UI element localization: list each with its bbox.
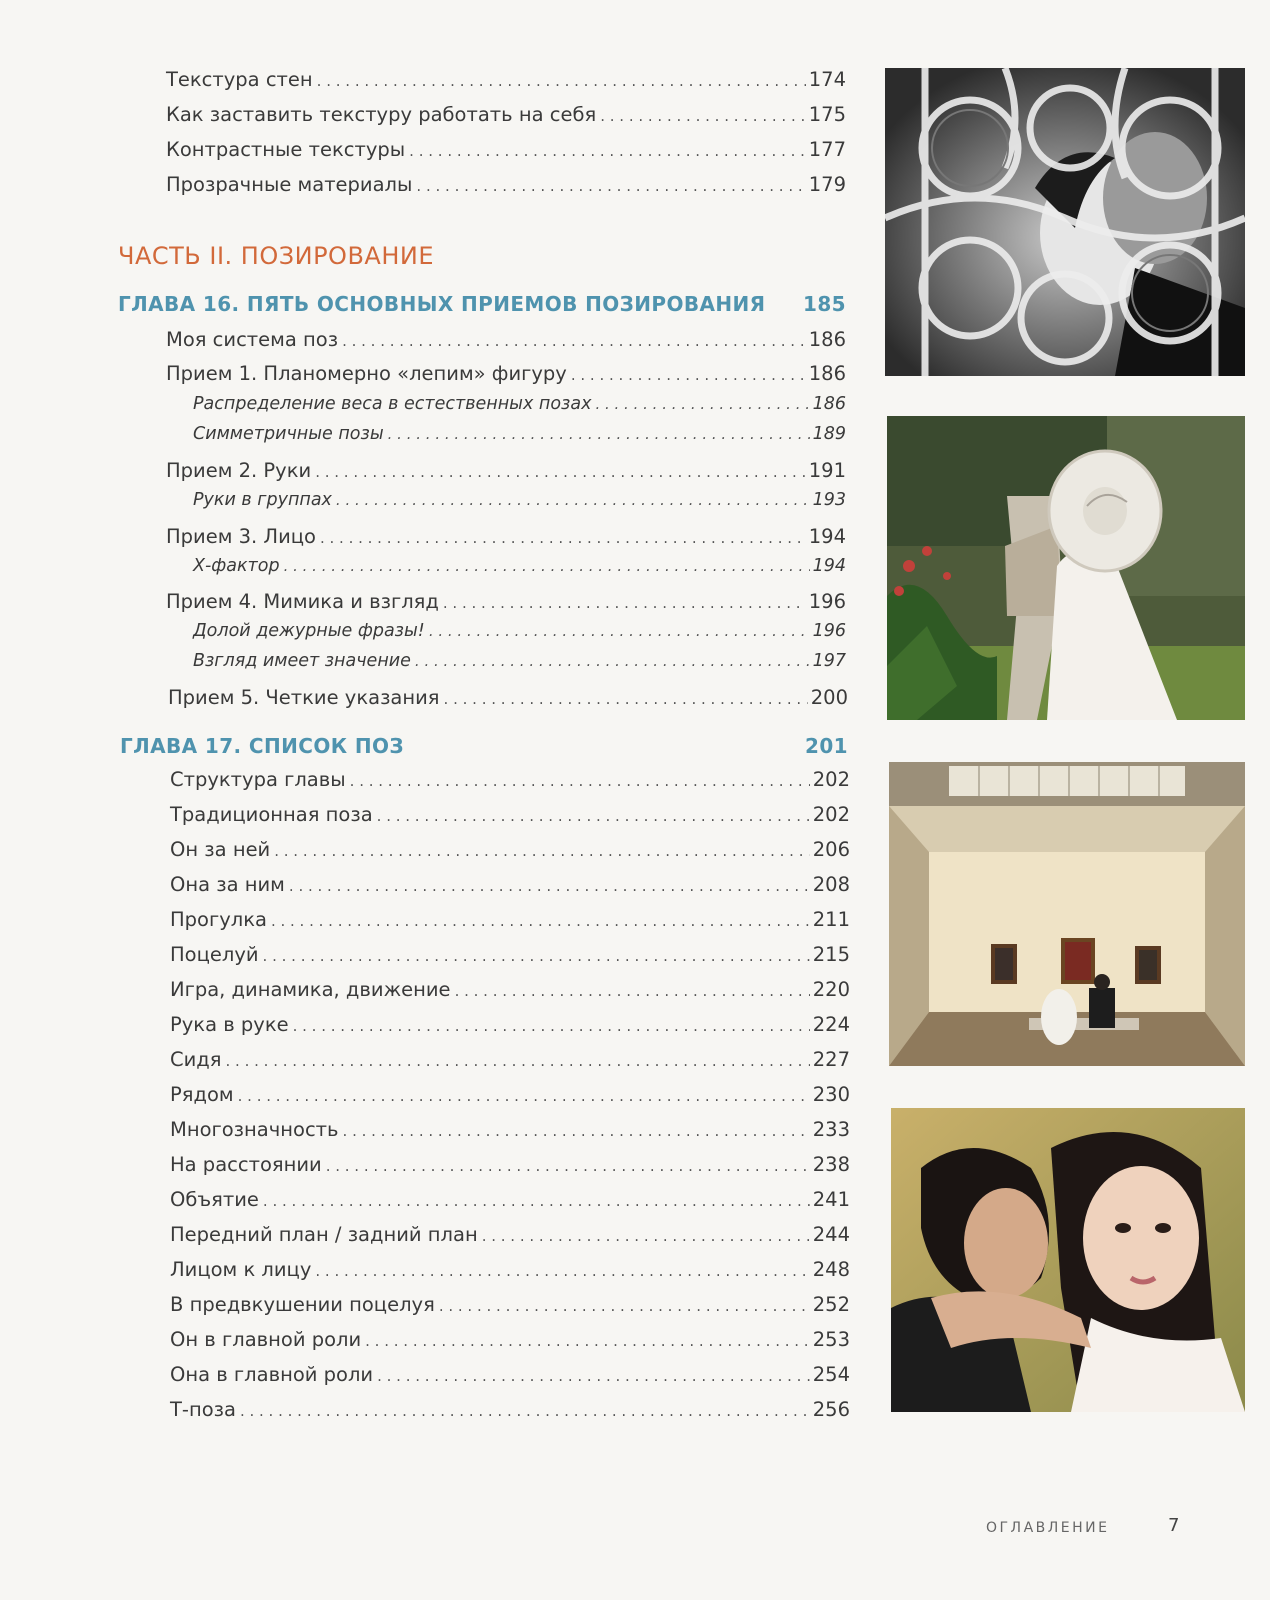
chapter-page: 185 bbox=[803, 292, 846, 316]
toc-entry-page: 254 bbox=[812, 1363, 850, 1386]
photo-couple-sombrero-image bbox=[887, 416, 1245, 720]
leader-dots bbox=[365, 1334, 810, 1349]
toc-entry-page: 200 bbox=[810, 686, 848, 709]
toc-entry-label: Рука в руке bbox=[170, 1013, 289, 1036]
toc-entry-label: Руки в группах bbox=[193, 490, 332, 510]
leader-dots bbox=[377, 809, 810, 824]
leader-dots bbox=[263, 949, 810, 964]
toc-entry-label: Он в главной роли bbox=[170, 1328, 362, 1351]
toc-entry[interactable] bbox=[170, 1085, 850, 1105]
toc-entry-label: Прозрачные материалы bbox=[166, 173, 413, 196]
toc-entry[interactable] bbox=[170, 805, 850, 825]
toc-entry-page: 196 bbox=[812, 621, 846, 641]
leader-dots bbox=[377, 1369, 810, 1384]
toc-entry-page: 194 bbox=[812, 556, 846, 576]
toc-entry-label: Сидя bbox=[170, 1048, 222, 1071]
leader-dots bbox=[240, 1404, 810, 1419]
toc-entry-label: Объятие bbox=[170, 1188, 259, 1211]
leader-dots bbox=[443, 596, 806, 611]
leader-dots bbox=[315, 1264, 809, 1279]
page-number: 7 bbox=[1168, 1515, 1180, 1536]
toc-entry-page: 256 bbox=[812, 1398, 850, 1421]
toc-entry[interactable] bbox=[170, 1330, 850, 1350]
toc-entry-page: 253 bbox=[812, 1328, 850, 1351]
toc-entry-label: Она в главной роли bbox=[170, 1363, 374, 1386]
toc-entry-label: Прием 5. Четкие указания bbox=[168, 686, 440, 709]
toc-entry[interactable] bbox=[166, 70, 846, 90]
toc-entry-page: 233 bbox=[812, 1118, 850, 1141]
toc-subentry[interactable] bbox=[193, 426, 846, 444]
toc-entry-label: Текстура стен bbox=[166, 68, 313, 91]
toc-entry[interactable] bbox=[166, 175, 846, 195]
toc-entry-label: Прием 2. Руки bbox=[166, 459, 312, 482]
leader-dots bbox=[315, 465, 806, 480]
toc-entry-page: 208 bbox=[812, 873, 850, 896]
leader-dots bbox=[226, 1054, 810, 1069]
toc-entry[interactable] bbox=[166, 364, 846, 384]
toc-entry-page: 189 bbox=[812, 424, 846, 444]
leader-dots bbox=[289, 879, 810, 894]
leader-dots bbox=[293, 1019, 810, 1034]
toc-entry[interactable] bbox=[170, 1260, 850, 1280]
chapter-title: ГЛАВА 17. СПИСОК ПОЗ bbox=[120, 734, 405, 758]
toc-entry-label: В предвкушении поцелуя bbox=[170, 1293, 435, 1316]
toc-entry[interactable] bbox=[170, 840, 850, 860]
toc-entry[interactable] bbox=[166, 105, 846, 125]
toc-entry-label: Многозначность bbox=[170, 1118, 339, 1141]
chapter-heading[interactable] bbox=[118, 292, 846, 316]
part-heading: ЧАСТЬ II. ПОЗИРОВАНИЕ bbox=[118, 242, 434, 270]
toc-entry-page: 241 bbox=[812, 1188, 850, 1211]
toc-entry-page: 193 bbox=[812, 490, 846, 510]
toc-entry-label: Игра, динамика, движение bbox=[170, 978, 451, 1001]
leader-dots bbox=[238, 1089, 810, 1104]
toc-entry[interactable] bbox=[170, 1400, 850, 1420]
toc-entry[interactable] bbox=[170, 910, 850, 930]
toc-entry[interactable] bbox=[170, 1015, 850, 1035]
toc-entry-page: 197 bbox=[812, 651, 846, 671]
leader-dots bbox=[415, 654, 810, 669]
toc-entry-label: Он за ней bbox=[170, 838, 271, 861]
toc-entry-page: 175 bbox=[808, 103, 846, 126]
toc-entry-label: Взгляд имеет значение bbox=[193, 651, 411, 671]
toc-subentry[interactable] bbox=[193, 396, 846, 414]
chapter-title: ГЛАВА 16. ПЯТЬ ОСНОВНЫХ ПРИЕМОВ ПОЗИРОВАНИЯ bbox=[118, 292, 766, 316]
toc-entry-label: Поцелуй bbox=[170, 943, 259, 966]
leader-dots bbox=[317, 74, 806, 89]
toc-entry[interactable] bbox=[170, 1155, 850, 1175]
toc-entry-page: 202 bbox=[812, 803, 850, 826]
toc-entry-page: 230 bbox=[812, 1083, 850, 1106]
leader-dots bbox=[600, 109, 806, 124]
leader-dots bbox=[388, 427, 810, 442]
toc-subentry[interactable] bbox=[193, 558, 846, 576]
toc-entry-page: 174 bbox=[808, 68, 846, 91]
toc-entry[interactable] bbox=[168, 688, 848, 708]
toc-entry-label: Лицом к лицу bbox=[170, 1258, 312, 1281]
toc-entry-page: 186 bbox=[808, 328, 846, 351]
toc-entry-page: 206 bbox=[812, 838, 850, 861]
leader-dots bbox=[320, 531, 806, 546]
toc-entry-page: 215 bbox=[812, 943, 850, 966]
toc-entry-page: 220 bbox=[812, 978, 850, 1001]
toc-entry-page: 194 bbox=[808, 525, 846, 548]
leader-dots bbox=[571, 368, 806, 383]
leader-dots bbox=[444, 692, 808, 707]
leader-dots bbox=[343, 1124, 810, 1139]
toc-entry-label: Т-поза bbox=[170, 1398, 236, 1421]
toc-entry-label: Традиционная поза bbox=[170, 803, 373, 826]
chapter-heading[interactable] bbox=[120, 734, 848, 758]
photo-couple-museum-image bbox=[889, 762, 1245, 1066]
toc-entry-label: Прием 4. Мимика и взгляд bbox=[166, 590, 439, 613]
toc-entry-label: Структура главы bbox=[170, 768, 346, 791]
toc-entry-label: Моя система поз bbox=[166, 328, 339, 351]
photo-couple-portrait-image bbox=[891, 1108, 1245, 1412]
toc-entry-label: Рядом bbox=[170, 1083, 234, 1106]
toc-entry-page: 196 bbox=[808, 590, 846, 613]
toc-entry[interactable] bbox=[166, 140, 846, 160]
toc-entry[interactable] bbox=[170, 875, 850, 895]
leader-dots bbox=[284, 559, 810, 574]
toc-entry-page: 238 bbox=[812, 1153, 850, 1176]
toc-entry[interactable] bbox=[166, 527, 846, 547]
toc-entry[interactable] bbox=[170, 1120, 850, 1140]
toc-entry-label: Распределение веса в естественных позах bbox=[193, 394, 592, 414]
toc-entry[interactable] bbox=[170, 770, 850, 790]
toc-entry[interactable] bbox=[170, 1295, 850, 1315]
leader-dots bbox=[416, 179, 805, 194]
leader-dots bbox=[439, 1299, 810, 1314]
toc-entry[interactable] bbox=[170, 1050, 850, 1070]
leader-dots bbox=[455, 984, 810, 999]
leader-dots bbox=[350, 774, 810, 789]
toc-entry[interactable] bbox=[170, 1365, 850, 1385]
toc-entry-label: Прием 1. Планомерно «лепим» фигуру bbox=[166, 362, 567, 385]
toc-entry-label: Как заставить текстуру работать на себя bbox=[166, 103, 597, 126]
toc-subentry[interactable] bbox=[193, 653, 846, 671]
toc-entry-page: 244 bbox=[812, 1223, 850, 1246]
toc-entry-page: 202 bbox=[812, 768, 850, 791]
photo-couple-portrait bbox=[891, 1108, 1245, 1412]
leader-dots bbox=[409, 144, 806, 159]
leader-dots bbox=[342, 334, 806, 349]
toc-entry-label: Х-фактор bbox=[193, 556, 280, 576]
leader-dots bbox=[271, 914, 810, 929]
leader-dots bbox=[482, 1229, 810, 1244]
leader-dots bbox=[326, 1159, 810, 1174]
toc-entry-label: Прием 3. Лицо bbox=[166, 525, 316, 548]
toc-entry-page: 224 bbox=[812, 1013, 850, 1036]
leader-dots bbox=[595, 397, 809, 412]
leader-dots bbox=[429, 624, 810, 639]
footer-section-label: ОГЛАВЛЕНИЕ bbox=[986, 1520, 1110, 1536]
toc-entry[interactable] bbox=[166, 461, 846, 481]
toc-entry-page: 179 bbox=[808, 173, 846, 196]
toc-entry-label: Передний план / задний план bbox=[170, 1223, 478, 1246]
toc-entry-label: Она за ним bbox=[170, 873, 285, 896]
toc-entry-page: 248 bbox=[812, 1258, 850, 1281]
toc-entry[interactable] bbox=[166, 592, 846, 612]
toc-entry-label: Симметричные позы bbox=[193, 424, 384, 444]
photo-couple-sombrero bbox=[887, 416, 1245, 720]
leader-dots bbox=[336, 493, 810, 508]
toc-entry[interactable] bbox=[170, 1225, 850, 1245]
toc-entry[interactable] bbox=[170, 945, 850, 965]
toc-entry-label: На расстоянии bbox=[170, 1153, 322, 1176]
toc-entry-page: 211 bbox=[812, 908, 850, 931]
chapter-page: 201 bbox=[805, 734, 848, 758]
leader-dots bbox=[263, 1194, 810, 1209]
toc-entry-label: Контрастные текстуры bbox=[166, 138, 406, 161]
photo-couple-museum bbox=[889, 762, 1245, 1066]
toc-entry-page: 227 bbox=[812, 1048, 850, 1071]
photo-couple-behind-gate-image bbox=[885, 68, 1245, 376]
toc-subentry[interactable] bbox=[193, 623, 846, 641]
toc-entry[interactable] bbox=[170, 1190, 850, 1210]
toc-entry-page: 186 bbox=[812, 394, 846, 414]
toc-entry-label: Прогулка bbox=[170, 908, 267, 931]
toc-entry-label: Долой дежурные фразы! bbox=[193, 621, 425, 641]
leader-dots bbox=[274, 844, 810, 859]
toc-subentry[interactable] bbox=[193, 492, 846, 510]
toc-entry[interactable] bbox=[166, 330, 846, 350]
toc-entry-page: 191 bbox=[808, 459, 846, 482]
photo-couple-behind-gate bbox=[885, 68, 1245, 376]
toc-entry-page: 186 bbox=[808, 362, 846, 385]
toc-entry-page: 252 bbox=[812, 1293, 850, 1316]
toc-entry[interactable] bbox=[170, 980, 850, 1000]
toc-entry-page: 177 bbox=[808, 138, 846, 161]
